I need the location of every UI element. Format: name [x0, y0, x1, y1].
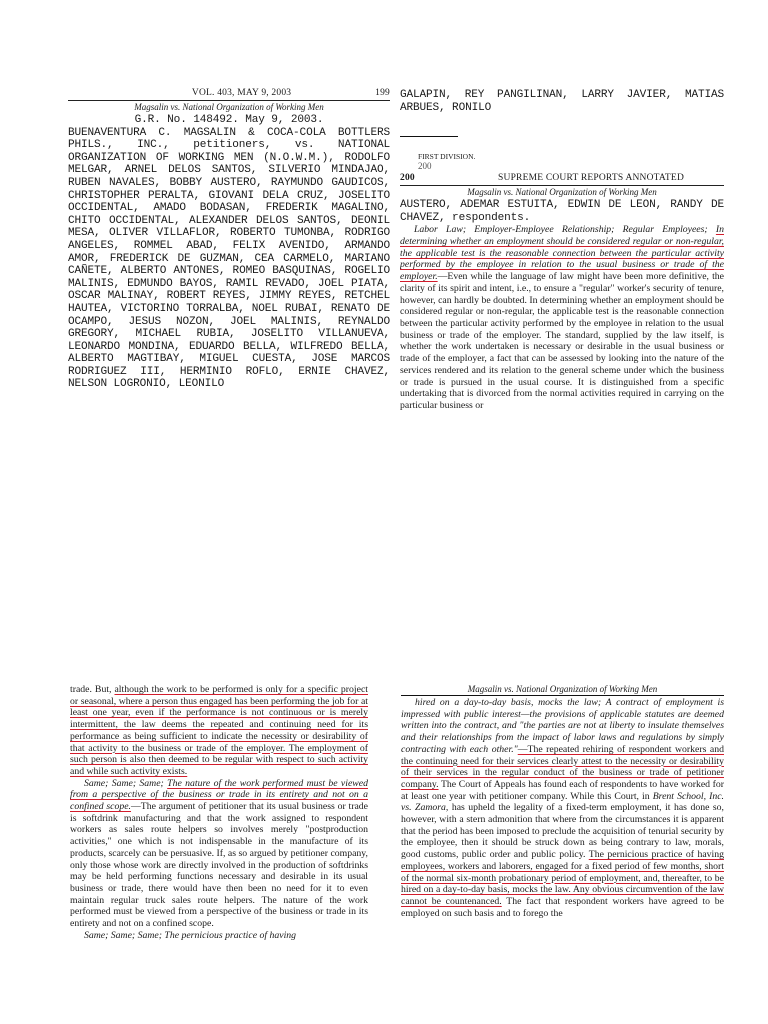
paragraph-1-body-b: has upheld the legality of a fixed-term employment, it has done so, however, with a stern admonition that where from the circumstances it is apparent that the period has been imposed to preclude the acquisition of tenurial security by the employee, then it should be struck down as being contrary to law, morals, good customs, public order and public policy.	[401, 802, 724, 861]
paragraph-3-heading: Same; Same; Same;	[84, 929, 162, 941]
page-header	[68, 88, 390, 98]
paragraph-1-highlight: —The repeated rehiring of respondent workers and the continuing need for their services clearly attest to the necessity or desirability of their services in the regular conduct of the business or trade of petitioner company.	[401, 743, 724, 790]
footnote-text: FIRST DIVISION.	[418, 152, 476, 162]
header-rule	[401, 695, 724, 696]
top-left-column	[68, 88, 390, 498]
running-title: Magsalin vs. National Organization of Working Men	[400, 185, 724, 197]
parties-end: AUSTERO, ADEMAR ESTUITA, EDWIN DE LEON, RANDY DE CHAVEZ, respondents.	[400, 199, 724, 224]
paragraph-2	[70, 778, 368, 930]
header-volume: VOL. 403, MAY 9, 2003	[191, 88, 292, 98]
syllabus-body: —Even while the language of law might have been more definitive, the clarity of its spirit and intent, i.e., to ensure a "regular" worker's security of tenure, however, can hardly be doubted. In determining whether an employment should be considered regular or non-regular, the applicable test is the reasonable connection between the particular activity performed by the employee in relation to the usual business or trade of the employer. The standard, supplied by the law itself, is whether the work undertaken is necessary or desirable in the usual business or trade of the employer, a fact that can be assessed by looking into the nature of the services rendered and its relation to the general scheme under which the business or trade is pursued in the usual course. It is distinguished from a specific undertaking that is divorced from the normal activities required in carrying on the particular business or	[400, 271, 724, 411]
page-header-200	[400, 173, 724, 183]
paragraph-2-highlight: The nature of the work performed must be viewed from a perspective of the business or trade in its entirety and not on a confined scope.	[70, 777, 368, 813]
paragraph-1-italic: hired on a day-to-day basis, mocks the law; A contract of employment is impressed with public interest—the provisions of applicable statutes are deemed written into the contract, and "the parties are not at liberty to insulate themselves and their relationships from the impact of labor laws and regulations by simply contracting with each other."	[401, 697, 724, 755]
paragraph-1-start: trade. But,	[70, 684, 115, 695]
header-page-number: 199	[375, 88, 390, 98]
paragraph-1-body-a: The Court of Appeals has found each of respondents to have worked for at least one year with petitioner company. While this Court, in	[401, 778, 724, 802]
case-citation: Brent School, Inc. vs. Zamora,	[401, 790, 724, 814]
header-title: SUPREME COURT REPORTS ANNOTATED	[498, 173, 684, 184]
gr-number: G.R. No. 148492. May 9, 2003.	[134, 114, 324, 126]
footnote	[418, 152, 724, 161]
footnote-rule	[400, 124, 724, 142]
footnote-page-number: 200	[418, 161, 432, 172]
parties-continued: GALAPIN, REY PANGILINAN, LARRY JAVIER, MATIAS ARBUES, RONILO	[400, 89, 724, 114]
syllabus-heading: Labor Law; Employer-Employee Relationship; Regular Employees;	[414, 224, 708, 236]
running-title: Magsalin vs. National Organization of Working Men	[467, 684, 658, 694]
paragraph-2-body: —The argument of petitioner that its usual business or trade is softdrink manufacturing and that the work assigned to respondent workers as sales route helpers so involves merely "postproduction activities," one which is not indispensable in the manufacture of its products, scarcely can be persuasive. If, as so argued by petitioner company, only those whose work are directly involved in the production of softdrinks may be held performing functions necessary and desirable in its usual business or trade, there would have then been no need for it to even maintain regular truck sales route helpers. The nature of the work performed must be viewed from a perspective of the business or trade in its entirety and not on a confined scope.	[70, 801, 368, 930]
bottom-right-column	[401, 684, 724, 1024]
running-title: Magsalin vs. National Organization of Working Men	[68, 100, 390, 112]
paragraph-3	[70, 930, 368, 942]
header-page-number: 200	[400, 173, 415, 184]
top-right-column	[400, 89, 724, 499]
paragraph-3-text: The pernicious practice of having	[164, 929, 297, 941]
syllabus-paragraph	[400, 224, 724, 411]
paragraph-1-tail: The fact that respondent workers have agreed to be employed on such basis and to forego the	[401, 895, 724, 919]
paragraph-1-highlight-2: The pernicious practice of having employees, workers and laborers, engaged for a fixed period of few months, short of the normal six-month probationary period of employment, and, thereafter, to be hired on a day-to-day basis, mocks the law. Any obvious circumvention of the law cannot be countenanced.	[401, 849, 724, 907]
bottom-left-column	[70, 684, 368, 1024]
syllabus-highlight: In determining whether an employment should be considered regular or non-regular, the applicable test is the reasonable connection between the particular activity performed by the employee in relation to the usual business or trade of the employer.	[400, 224, 724, 283]
paragraph-2-heading: Same; Same; Same;	[84, 777, 164, 789]
case-parties: BUENAVENTURA C. MAGSALIN & COCA-COLA BOTTLERS PHILS., INC., petitioners, vs. NATIONAL ORGANIZATION OF WORKING MEN (N.O.W.M.), RODOLFO MELGAR, ARNEL DELOS SANTOS, SILVERIO MINDAJAO, RUBEN NAVALES, BOBBY AUSTERO, RAYMUNDO GAUDICOS, CHRISTOPHER PERALTA, GIOVANI DELA CRUZ, JOSELITO OCCIDENTAL, AMADO BODASAN, FREDERIK MAGALINO, CHITO OCCIDENTAL, ALEXANDER DELOS SANTOS, DEONIL MESA, OLIVER VILLAFLOR, ROBERTO TUMONBA, RODRIGO ANGELES, ROMMEL ABAD, FELIX AVENIDO, ARMANDO AMOR, FREDERICK DE GUZMAN, CEA CARMELO, MARIANO CAÑETE, ALBERTO ANTONES, ROMEO BASQUINAS, ROGELIO MALINIS, EDMUNDO BAYOS, RAMIL REVADO, JOEL PIATA, OSCAR MALINAY, ROBERT REYES, JIMMY REYES, RETCHEL HAUTEA, VICTORINO TORRALBA, NOEL RUBAI, RENATO DE OCAMPO, JESUS NOZON, JOEL MALINIS, REYNALDO GREGORY, MICHAEL RUBIA, JOSELITO VILLANUEVA, LEONARDO MONDINA, EDUARDO BELLA, WILFREDO BELLA, ALBERTO MAGTIBAY, MIGUEL CUESTA, JOSE MARCOS RODRIGUEZ III, HERMINIO ROFLO, ERNIE CHAVEZ, NELSON LOGRONIO, LEONILO	[68, 126, 390, 391]
paragraph-1-highlight: although the work to be performed is only for a specific project or seasonal, where a person thus engaged has been performing the job for at least one year, even if the performance is not continuous or is merely intermittent, the law deems the repeated and continuing need for its performance as being sufficient to indicate the necessity or desirability of that activity to the business or trade of the employer. The employment of such person is also then deemed to be regular with respect to such activity and while such activity exists.	[70, 684, 368, 777]
paragraph-1	[70, 684, 368, 778]
paragraph-1	[401, 697, 724, 919]
